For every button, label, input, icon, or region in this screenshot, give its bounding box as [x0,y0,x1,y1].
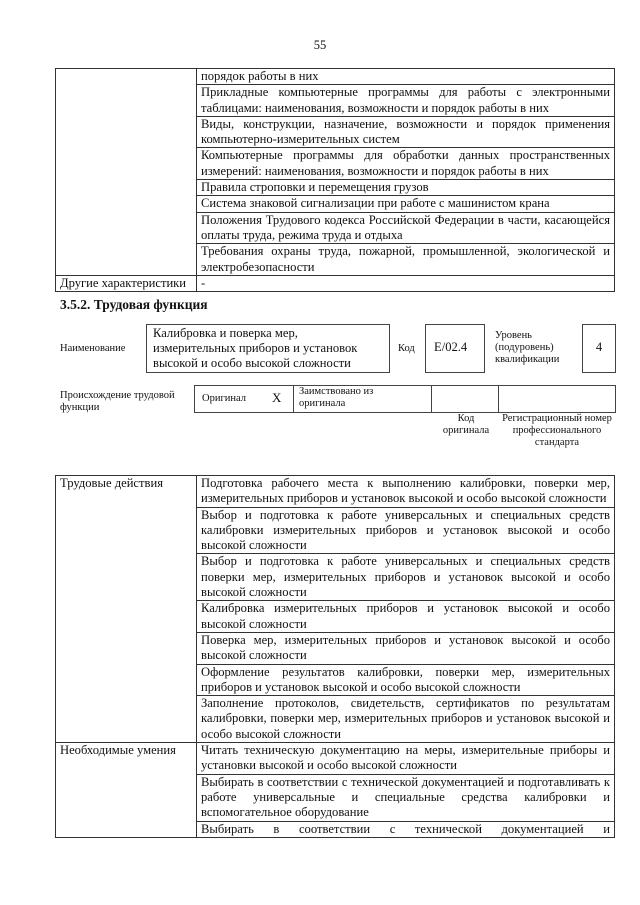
table-row: Выбор и подготовка к работе универсальных и специальных средств поверки мер, измерительных приборов и установок высокой и особо высокой сложности [197,554,615,601]
table-row: Читать техническую документацию на меры, измерительные приборы и установки высокой и особо высокой сложности [197,743,615,775]
empty-label-cell [56,69,197,276]
table-row: Компьютерные программы для обработки данных пространственных измерений: наименования, возможности и порядок работы в них [197,148,615,180]
table-row: Выбирать в соответствии с технической документацией и [197,821,615,837]
level-label: Уровень (подуровень) квалификации [495,330,560,365]
page-number: 55 [313,38,327,52]
origin-box [194,385,616,413]
section-title: 3.5.2. Трудовая функция [60,297,208,312]
table-row: Виды, конструкции, назначение, возможности и порядок применения компьютерно-измерительных систем [197,116,615,148]
code-label: Код [398,343,415,354]
divider [293,385,294,412]
skills-label: Необходимые умения [56,743,197,838]
origin-label: Происхождение трудовой функции [60,390,175,413]
table-row: порядок работы в них [197,69,615,85]
other-label: Другие характеристики [56,275,197,291]
orig-code-label: Код оригинала [442,413,490,436]
actions-label: Трудовые действия [56,476,197,743]
table-row: Правила строповки и перемещения грузов [197,180,615,196]
function-table [55,475,615,838]
reg-number-label: Регистрационный номер профессионального стандарта [502,413,612,448]
knowledge-table [55,68,615,292]
table-row: Подготовка рабочего места к выполнению калибровки, поверки мер, измерительных приборов и установок высокой и особо высокой сложности [197,476,615,508]
code-value: E/02.4 [434,340,468,354]
table-row: Выбор и подготовка к работе универсальных и специальных средств калибровки измерительных приборов и установок высокой и особо высокой сложности [197,507,615,554]
table-row: Поверка мер, измерительных приборов и установок высокой и особо высокой сложности [197,632,615,664]
name-value: Калибровка и поверка мер, измерительных приборов и установок высокой и особо высокой сложности [153,326,358,370]
divider [431,385,432,412]
other-value: - [197,275,615,291]
table-row: Система знаковой сигнализации при работе с машинистом крана [197,196,615,212]
borrowed-label: Заимствовано из оригинала [299,386,374,409]
original-label: Оригинал [202,393,246,404]
table-row: Требования охраны труда, пожарной, промышленной, экологической и электробезопасности [197,244,615,276]
original-mark: X [272,390,282,405]
name-box [146,324,390,373]
code-box [425,324,485,373]
table-row: Положения Трудового кодекса Российской Федерации в части, касающейся оплаты труда, режима труда и отдыха [197,212,615,244]
level-box [582,324,616,373]
table-row: Калибровка измерительных приборов и установок высокой и особо высокой сложности [197,601,615,633]
table-row: Оформление результатов калибровки, поверки мер, измерительных приборов и установок высокой и особо высокой сложности [197,664,615,696]
divider [498,385,499,412]
table-row: Прикладные компьютерные программы для работы с электронными таблицами: наименования, возможности и порядок работы в них [197,85,615,117]
level-value: 4 [595,340,603,354]
name-label: Наименование [60,343,126,354]
table-row: Выбирать в соответствии с технической документацией и подготавливать к работе универсальные и специальные средства калибровки и вспомогательное оборудование [197,774,615,821]
table-row: Заполнение протоколов, свидетельств, сертификатов по результатам калибровки, поверки мер, измерительных приборов и установок высокой и особо высокой сложности [197,696,615,743]
